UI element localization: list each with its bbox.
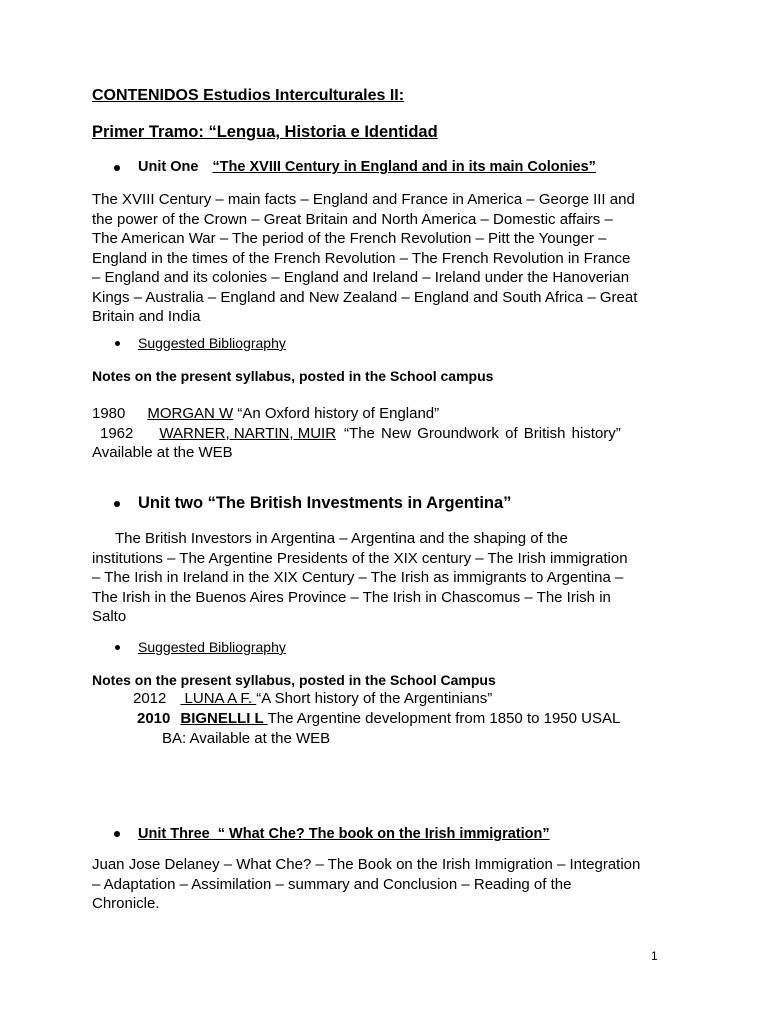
paragraph-line: The XVIII Century – main facts – England and France in America – George III and xyxy=(92,191,635,208)
paragraph-line: The Irish in the Buenos Aires Province – The Irish in Chascomus – The Irish in xyxy=(92,588,611,606)
ref-title: “The New Groundwork of British history” xyxy=(344,424,621,442)
ref-title: “An Oxford history of England” xyxy=(237,405,440,422)
ref-author: BIGNELLI L xyxy=(180,710,268,727)
ref-title: The Argentine development from 1850 to 1950 USAL xyxy=(267,710,621,727)
unit-two-heading: Unit two “The British Investments in Argentina” xyxy=(138,494,512,512)
ref-title: “A Short history of the Argentinians” xyxy=(256,690,493,707)
bullet-icon xyxy=(114,165,120,171)
ref-year: 2010 xyxy=(137,710,171,727)
unit-two-ref-2-cont: BA: Available at the WEB xyxy=(162,729,331,747)
paragraph-line: The American War – The period of the French Revolution – Pitt the Younger – xyxy=(92,230,607,247)
heading-rest: studios Interculturales II: xyxy=(213,87,405,104)
unit-one-notes: Notes on the present syllabus, posted in the School campus xyxy=(92,368,494,384)
unit-one-heading xyxy=(138,158,596,177)
paragraph-line: – Adaptation – Assimilation – summary and Conclusion – Reading of the xyxy=(92,875,572,893)
bullet-icon xyxy=(115,341,120,346)
paragraph-line: – England and its colonies – England and Ireland – Ireland under the Hanoverian xyxy=(92,269,630,286)
unit-one-label: Unit One xyxy=(138,159,199,175)
ref-year: 2012 xyxy=(133,690,167,707)
ref-author: LUNA A F. xyxy=(180,690,257,707)
paragraph-line: The British Investors in Argentina – Argentina and the shaping of the xyxy=(115,530,568,547)
bullet-icon xyxy=(114,501,120,507)
tramo-title: Primer Tramo: “Lengua, Historia e Identidad xyxy=(92,123,438,141)
paragraph-line: institutions – The Argentine Presidents of the XIX century – The Irish immigration xyxy=(92,549,628,567)
unit-one-ref-1 xyxy=(92,404,439,424)
ref-author: WARNER, NARTIN, MUIR xyxy=(159,424,337,442)
paragraph-line: Britain and India xyxy=(92,308,201,325)
unit-two-notes: Notes on the present syllabus, posted in the School Campus xyxy=(92,672,496,688)
unit-one-bibliography-label: Suggested Bibliography xyxy=(138,335,286,351)
heading-bold: CONTENIDOS E xyxy=(92,87,214,104)
ref-year: 1980 xyxy=(92,405,126,422)
page-number: 1 xyxy=(651,949,658,963)
unit-two-ref-2 xyxy=(137,709,620,729)
paragraph-line: England in the times of the French Revolution – The French Revolution in France xyxy=(92,249,631,267)
paragraph-line: Kings – Australia – England and New Zealand – England and South Africa – Great xyxy=(92,288,638,306)
paragraph-line: Juan Jose Delaney – What Che? – The Book on the Irish Immigration – Integration xyxy=(92,856,641,873)
unit-one-ref-2 xyxy=(100,424,621,444)
bullet-icon xyxy=(114,831,120,837)
unit-one-title: “The XVIII Century in England and in its main Colonies” xyxy=(212,159,596,175)
unit-two-ref-1 xyxy=(133,689,492,709)
bullet-icon xyxy=(115,645,120,650)
unit-two-bibliography-label: Suggested Bibliography xyxy=(138,639,286,655)
document-heading xyxy=(92,86,404,106)
paragraph-line: Salto xyxy=(92,608,127,625)
unit-one-ref-2-cont: Available at the WEB xyxy=(92,444,233,461)
ref-year: 1962 xyxy=(100,424,134,442)
unit-three-heading: Unit Three “ What Che? The book on the Irish immigration” xyxy=(138,826,550,842)
paragraph-line: – The Irish in Ireland in the XIX Century – The Irish as immigrants to Argentina – xyxy=(92,569,624,586)
paragraph-line: the power of the Crown – Great Britain and North America – Domestic affairs – xyxy=(92,210,613,228)
ref-author: MORGAN W xyxy=(147,405,234,422)
paragraph-line: Chronicle. xyxy=(92,895,160,912)
